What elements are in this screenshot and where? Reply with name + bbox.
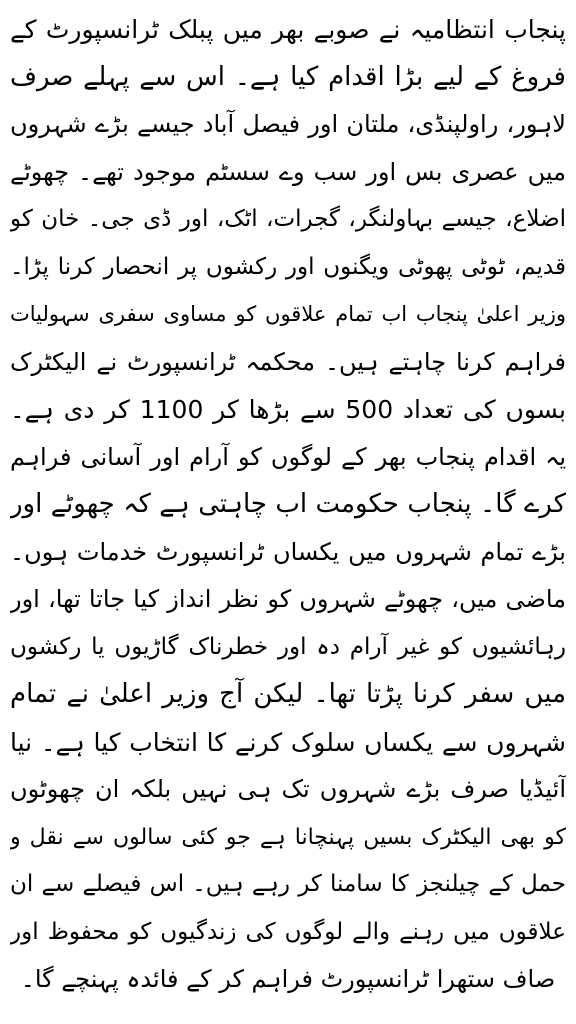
text-line: رہائشیوں کو غیر آرام دہ اور خطرناک گاڑیوں یا رکشوں [10, 633, 566, 660]
text-line: لاہور، راولپنڈی، ملتان اور فیصل آباد جیسے بڑے شہروں [10, 110, 566, 138]
text-line: صاف ستھرا ٹرانسپورٹ فراہم کر کے فائدہ پہنچے گا۔ [20, 965, 556, 993]
text-line: آئیڈیا صرف بڑے شہروں تک ہی نہیں بلکہ ان چھوٹوں [10, 775, 566, 803]
text-line: پنجاب انتظامیہ نے صوبے بھر میں پبلک ٹرانسپورٹ کے [10, 15, 566, 44]
text-line: میں عصری بس اور سب وے سسٹم موجود تھے۔ چھوٹے [10, 157, 566, 186]
text-line: میں سفر کرنا پڑتا تھا۔ لیکن آج وزیر اعلیٰ نے تمام [10, 679, 566, 709]
text-line: ماضی میں، چھوٹے شہروں کو نظر انداز کیا جاتا تھا، اور [10, 585, 566, 613]
text-line: بڑے تمام شہروں میں یکساں ٹرانسپورٹ خدمات ہوں۔ [10, 537, 566, 566]
text-line: کو بھی الیکٹرک بسیں پہنچانا ہے جو کئی سالوں سے نقل و [10, 824, 566, 850]
text-line: فروغ کے لیے بڑا اقدام کیا ہے۔ اس سے پہلے صرف [10, 61, 566, 92]
text-line: کرے گا۔ پنجاب حکومت اب چاہتی ہے کہ چھوٹے اور [10, 489, 566, 519]
text-line: اضلاع، جیسے بہاولنگر، گجرات، اٹک، اور ڈی جی۔ خان کو [10, 206, 566, 232]
text-line: قدیم، ٹوٹی پھوٹی ویگنوں اور رکشوں پر انحصار کرنا پڑا۔ [10, 253, 566, 280]
text-line: یہ اقدام پنجاب بھر کے لوگوں کو آرام اور آسانی فراہم [10, 442, 566, 471]
text-line: فراہم کرنا چاہتے ہیں۔ محکمہ ٹرانسپورٹ نے الیکٹرک [10, 347, 566, 376]
text-line: بسوں کی تعداد 500 سے بڑھا کر 1100 کر دی ہے۔ [10, 395, 566, 424]
text-line: شہروں سے یکساں سلوک کرنے کا انتخاب کیا ہے۔ نیا [10, 727, 566, 757]
text-line: علاقوں میں رہنے والے لوگوں کی زندگیوں کو محفوظ اور [10, 918, 566, 945]
text-line: حمل کے چیلنجز کا سامنا کر رہے ہیں۔ اس فیصلے سے ان [10, 871, 566, 897]
text-line: وزیر اعلیٰ پنجاب اب تمام علاقوں کو مساوی سفری سہولیات [10, 302, 566, 326]
